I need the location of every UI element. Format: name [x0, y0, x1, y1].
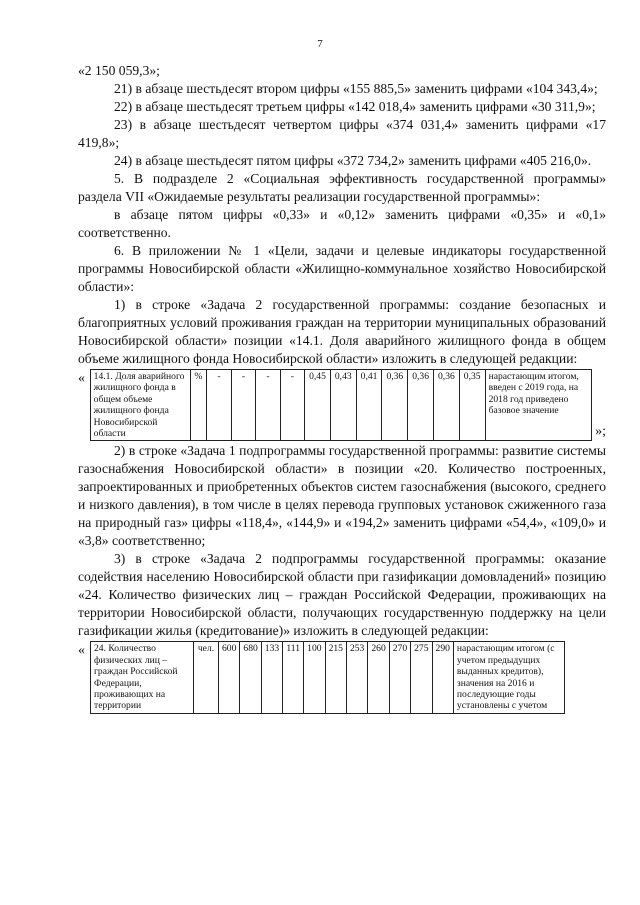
indicator-note: нарастающим итогом, введен с 2019 года, на 2018 год приведено базовое значение: [485, 370, 592, 441]
indicator-value: 0,36: [434, 370, 460, 441]
document-body: [78, 62, 606, 715]
indicator-table-14-1: [90, 369, 592, 441]
paragraph: 21) в абзаце шестьдесят втором цифры «155 885,5» заменить цифрами «104 343,4»;: [114, 81, 598, 96]
indicator-table-24: [90, 641, 565, 713]
indicator-value: 290: [432, 642, 453, 713]
paragraphs-mid: [78, 442, 606, 640]
paragraph: 5. В подразделе 2 «Социальная эффективность государственной программы» раздела VII «Ожидаемые результаты реализации государственной программы»:: [78, 171, 606, 204]
indicator-value: 680: [240, 642, 261, 713]
paragraph: 23) в абзаце шестьдесят четвертом цифры «374 031,4» заменить цифрами «17 419,8»;: [78, 117, 606, 150]
table-row: [90, 370, 591, 441]
paragraph: 1) в строке «Задача 2 государственной программы: создание безопасных и благоприятных условий проживания граждан на территории муниципальных образований Новосибирской области» позиции «14.1. Доля аварийного жилищного фонда в общем объеме жилищного фонда Новосибирской области» изложить в следующей редакции:: [78, 297, 606, 366]
paragraph: 6. В приложении № 1 «Цели, задачи и целевые индикаторы государственной программы Новосибирской области «Жилищно-коммунальное хозяйство Новосибирской области»:: [78, 243, 606, 294]
indicator-unit: чел.: [194, 642, 219, 713]
indicator-value: 0,41: [356, 370, 382, 441]
indicator-value: -: [256, 370, 280, 441]
page-number: 7: [317, 38, 323, 50]
indicator-value: 0,43: [330, 370, 356, 441]
paragraph: «2 150 059,3»;: [78, 63, 160, 78]
paragraphs-top: [78, 62, 606, 368]
table2-row: [78, 641, 606, 713]
indicator-value: 0,36: [382, 370, 408, 441]
paragraph: 24) в абзаце шестьдесят пятом цифры «372 734,2» заменить цифрами «405 216,0».: [114, 153, 592, 168]
table-row: [91, 642, 565, 713]
indicator-note: нарастающим итогом (с учетом предыдущих выданных кредитов), значения на 2016 и последующие годы установлены с учетом: [453, 642, 564, 713]
table2-open-quote: «: [78, 643, 85, 659]
table1-close-quote: »;: [595, 424, 606, 440]
indicator-value: 253: [346, 642, 367, 713]
indicator-value: -: [280, 370, 304, 441]
indicator-value: 260: [368, 642, 389, 713]
indicator-value: 270: [389, 642, 410, 713]
paragraph: в абзаце пятом цифры «0,33» и «0,12» заменить цифрами «0,35» и «0,1» соответственно.: [78, 207, 606, 240]
indicator-value: 600: [219, 642, 240, 713]
indicator-value: 0,35: [459, 370, 485, 441]
paragraph: 22) в абзаце шестьдесят третьем цифры «142 018,4» заменить цифрами «30 311,9»;: [114, 99, 596, 114]
indicator-unit: %: [190, 370, 207, 441]
indicator-value: 275: [411, 642, 432, 713]
indicator-value: 215: [325, 642, 346, 713]
indicator-value: -: [231, 370, 255, 441]
indicator-value: 0,36: [408, 370, 434, 441]
table1-row: [78, 369, 606, 441]
paragraph: 3) в строке «Задача 2 подпрограммы государственной программы: оказание содействия населению Новосибирской области при газификации домовладений» позицию «24. Количество физических лиц – граждан Российской Федерации, проживающих на территории Новосибирской области, получающих государственную поддержку на цели газификации жилья (кредитование)» изложить в следующей редакции:: [78, 551, 606, 639]
indicator-name: 24. Количество физических лиц – граждан Российской Федерации, проживающих на территории: [91, 642, 194, 713]
indicator-value: 133: [261, 642, 282, 713]
indicator-value: -: [207, 370, 231, 441]
indicator-value: 0,45: [305, 370, 331, 441]
paragraph: 2) в строке «Задача 1 подпрограммы государственной программы: развитие системы газоснабжения Новосибирской области» в позиции «20. Количество построенных, запроектированных и приобретенных объектов систем газоснабжения (высокого, среднего и низкого давления), в том числе в целях перевода групповых установок сжиженного газа на природный газ» цифры «118,4», «144,9» и «194,2» заменить цифрами «54,4», «109,0» и «3,8» соответственно;: [78, 443, 606, 549]
indicator-value: 111: [283, 642, 304, 713]
indicator-name: 14.1. Доля аварийного жилищного фонда в общем объеме жилищного фонда Новосибирской области: [90, 370, 190, 441]
indicator-value: 100: [304, 642, 325, 713]
table1-open-quote: «: [78, 371, 85, 386]
